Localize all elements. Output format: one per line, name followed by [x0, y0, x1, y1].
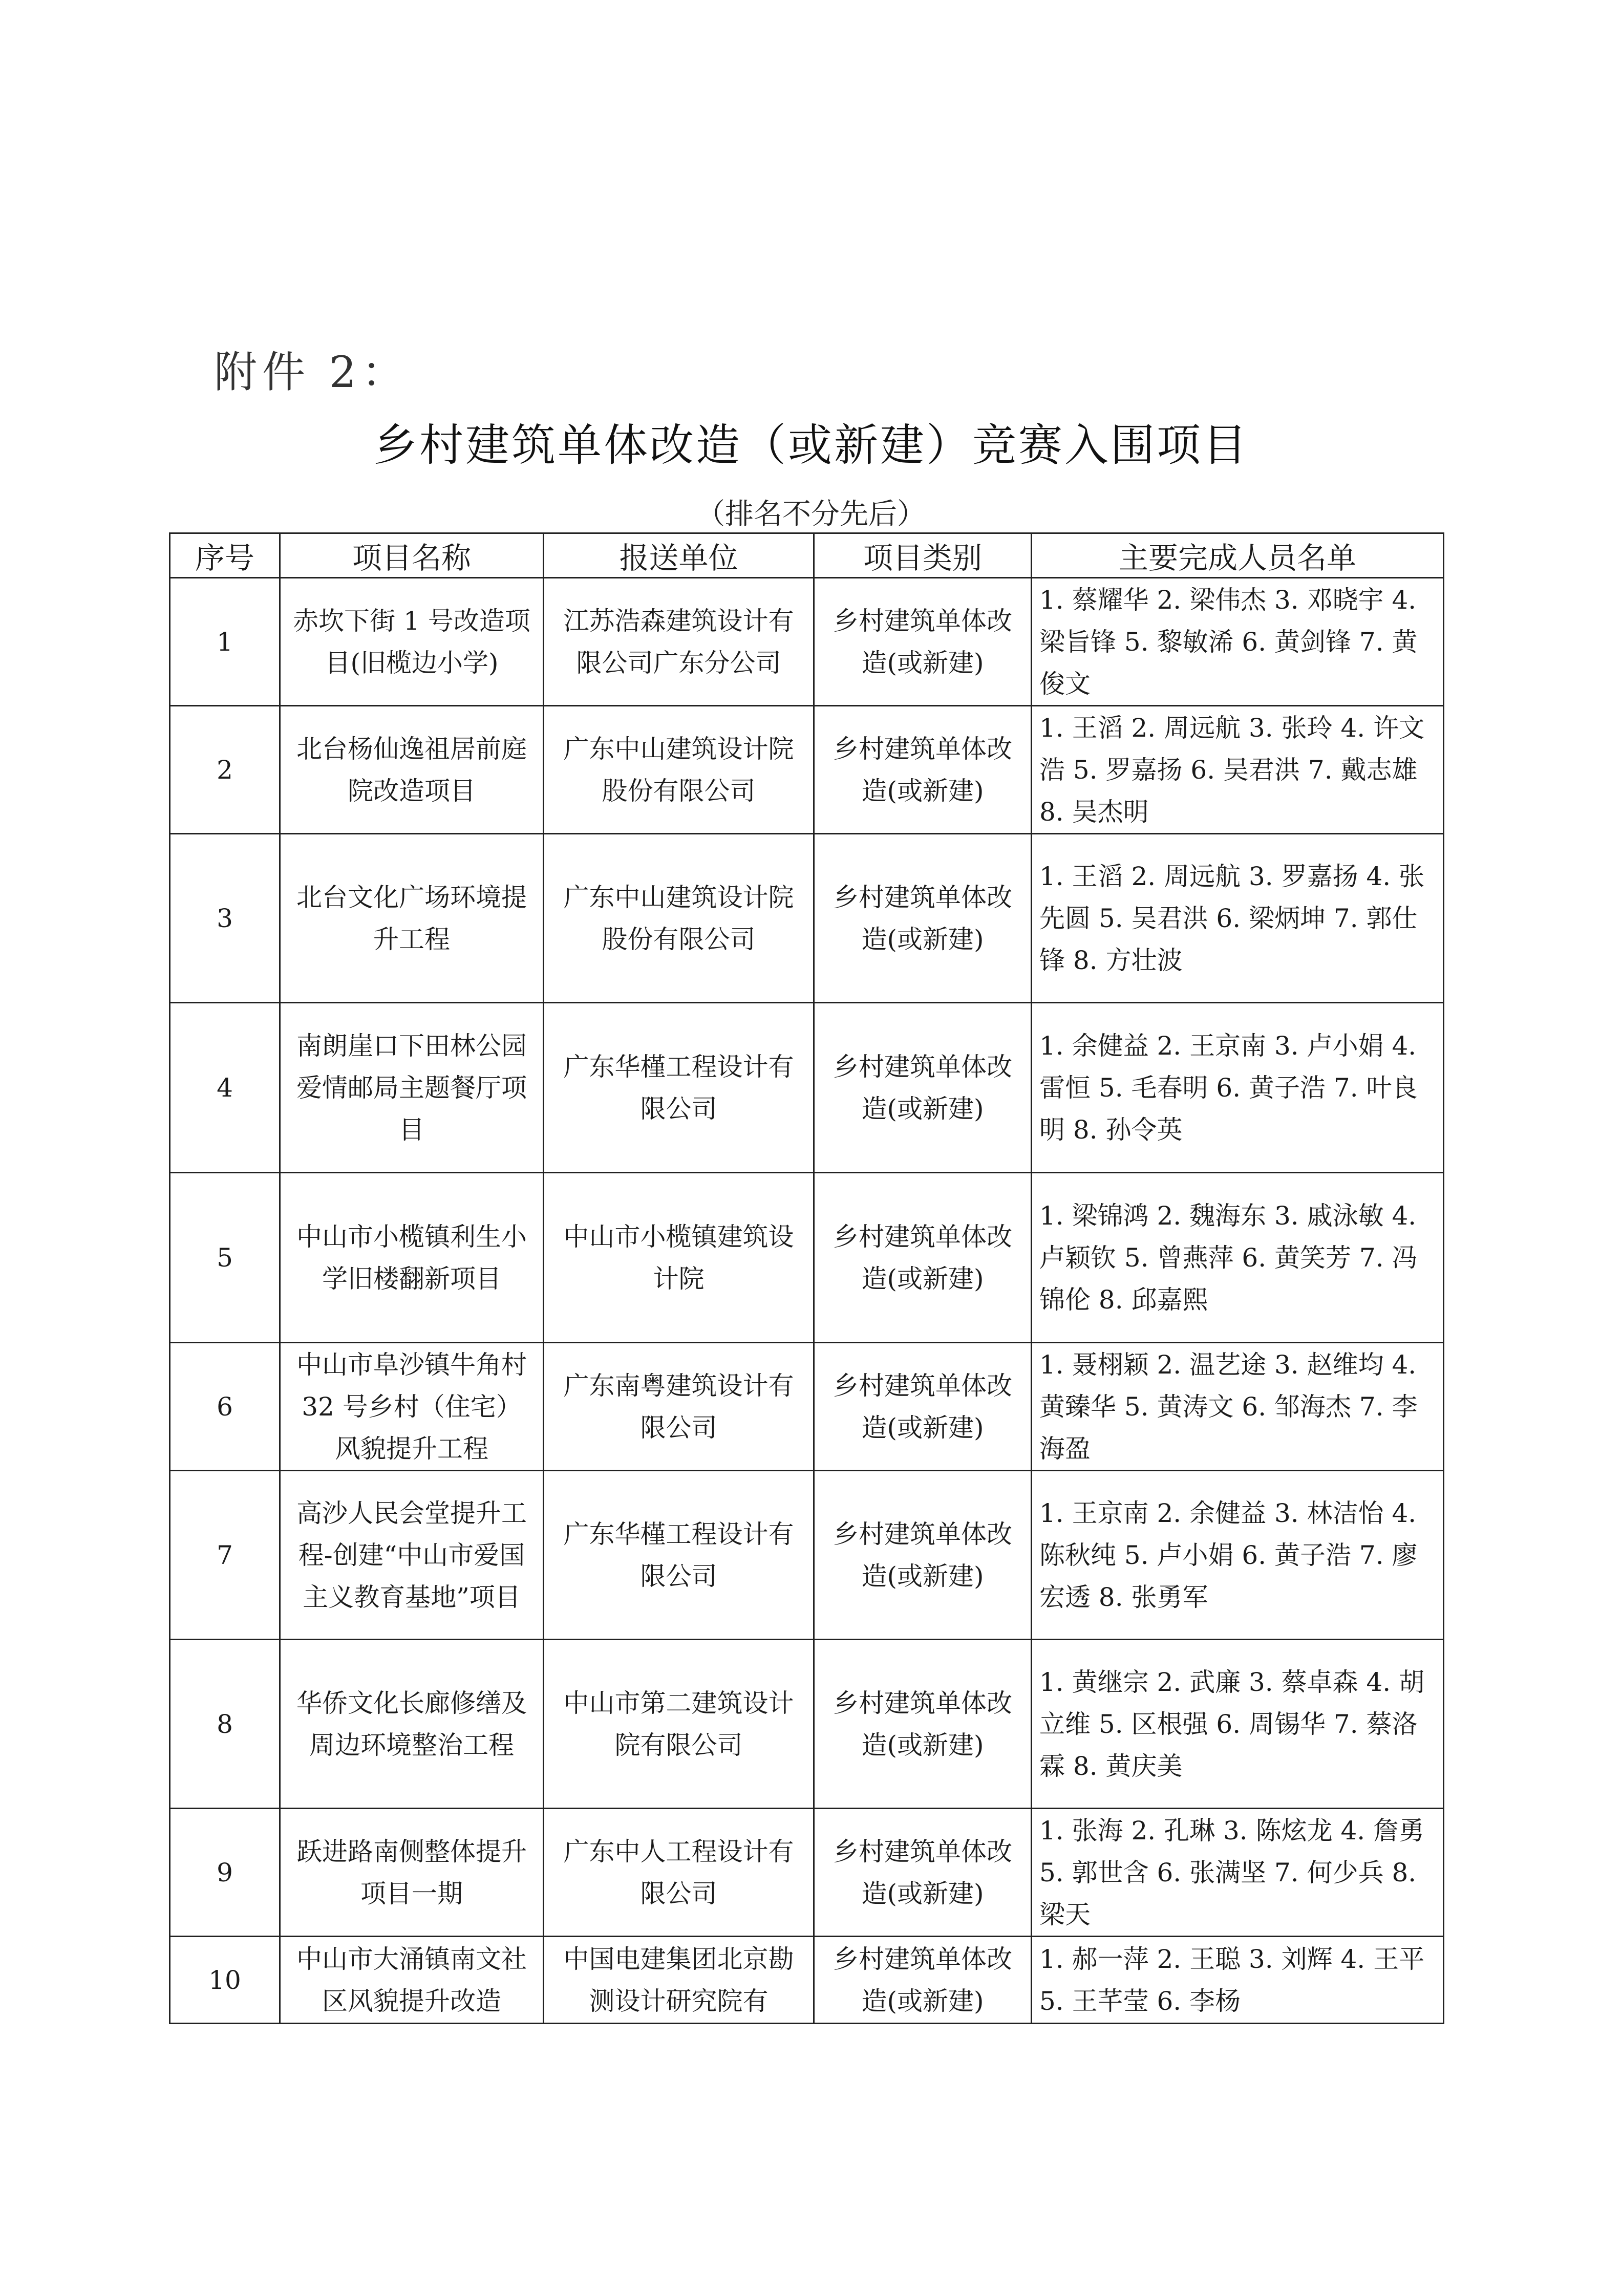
- cell-seq: 9: [170, 1809, 280, 1937]
- cell-persons: 1. 王滔 2. 周远航 3. 张玲 4. 许文浩 5. 罗嘉扬 6. 吴君洪 7. 戴志雄 8. 吴杰明: [1032, 706, 1444, 834]
- cell-project-name: 跃进路南侧整体提升项目一期: [280, 1809, 544, 1937]
- table-row: [170, 1937, 1444, 2024]
- cell-persons: 1. 张海 2. 孔琳 3. 陈炫龙 4. 詹勇 5. 郭世含 6. 张满坚 7. 何少兵 8. 梁天: [1032, 1809, 1444, 1937]
- cell-seq: 4: [170, 1003, 280, 1173]
- cell-unit: 江苏浩森建筑设计有限公司广东分公司: [544, 578, 814, 706]
- cell-seq: 8: [170, 1640, 280, 1809]
- cell-unit: 中国电建集团北京勘测设计研究院有: [544, 1937, 814, 2024]
- cell-category: 乡村建筑单体改造(或新建): [814, 1003, 1032, 1173]
- header-project-name: 项目名称: [280, 533, 544, 578]
- cell-seq: 2: [170, 706, 280, 834]
- cell-category: 乡村建筑单体改造(或新建): [814, 578, 1032, 706]
- cell-project-name: 高沙人民会堂提升工程-创建“中山市爱国主义教育基地”项目: [280, 1471, 544, 1640]
- cell-persons: 1. 余健益 2. 王京南 3. 卢小娟 4. 雷恒 5. 毛春明 6. 黄子浩 7. 叶良明 8. 孙令英: [1032, 1003, 1444, 1173]
- cell-unit: 广东中山建筑设计院股份有限公司: [544, 706, 814, 834]
- cell-persons: 1. 聂栩颖 2. 温艺途 3. 赵维均 4. 黄臻华 5. 黄涛文 6. 邹海杰 7. 李海盈: [1032, 1343, 1444, 1471]
- attachment-label: 附件 2：: [214, 347, 410, 397]
- cell-unit: 中山市第二建筑设计院有限公司: [544, 1640, 814, 1809]
- cell-unit: 广东华槿工程设计有限公司: [544, 1471, 814, 1640]
- cell-unit: 中山市小榄镇建筑设计院: [544, 1173, 814, 1343]
- cell-category: 乡村建筑单体改造(或新建): [814, 1640, 1032, 1809]
- cell-category: 乡村建筑单体改造(或新建): [814, 1937, 1032, 2024]
- cell-seq: 5: [170, 1173, 280, 1343]
- page-subtitle: （排名不分先后）: [696, 498, 926, 531]
- cell-project-name: 华侨文化长廊修缮及周边环境整治工程: [280, 1640, 544, 1809]
- page-title: 乡村建筑单体改造（或新建）竞赛入围项目: [373, 420, 1249, 471]
- cell-unit: 广东华槿工程设计有限公司: [544, 1003, 814, 1173]
- header-seq: 序号: [170, 533, 280, 578]
- header-submitting-unit: 报送单位: [544, 533, 814, 578]
- table-row: [170, 1343, 1444, 1471]
- cell-category: 乡村建筑单体改造(或新建): [814, 1173, 1032, 1343]
- cell-seq: 3: [170, 834, 280, 1003]
- cell-seq: 1: [170, 578, 280, 706]
- table-row: [170, 578, 1444, 706]
- cell-seq: 7: [170, 1471, 280, 1640]
- cell-persons: 1. 黄继宗 2. 武廉 3. 蔡卓森 4. 胡立维 5. 区根强 6. 周锡华 7. 蔡洛霖 8. 黄庆美: [1032, 1640, 1444, 1809]
- header-category: 项目类别: [814, 533, 1032, 578]
- table-row: [170, 1003, 1444, 1173]
- table-row: [170, 1809, 1444, 1937]
- cell-project-name: 中山市小榄镇利生小学旧楼翻新项目: [280, 1173, 544, 1343]
- cell-seq: 10: [170, 1937, 280, 2024]
- cell-project-name: 中山市阜沙镇牛角村 32 号乡村（住宅）风貌提升工程: [280, 1343, 544, 1471]
- cell-persons: 1. 蔡耀华 2. 梁伟杰 3. 邓晓宇 4. 梁旨锋 5. 黎敏浠 6. 黄剑锋 7. 黄俊文: [1032, 578, 1444, 706]
- header-persons: 主要完成人员名单: [1032, 533, 1444, 578]
- cell-project-name: 中山市大涌镇南文社区风貌提升改造: [280, 1937, 544, 2024]
- cell-unit: 广东南粤建筑设计有限公司: [544, 1343, 814, 1471]
- table-row: [170, 1173, 1444, 1343]
- cell-category: 乡村建筑单体改造(或新建): [814, 834, 1032, 1003]
- cell-category: 乡村建筑单体改造(或新建): [814, 1809, 1032, 1937]
- table-row: [170, 1640, 1444, 1809]
- cell-unit: 广东中山建筑设计院股份有限公司: [544, 834, 814, 1003]
- table-row: [170, 834, 1444, 1003]
- cell-persons: 1. 王京南 2. 余健益 3. 林洁怡 4. 陈秋纯 5. 卢小娟 6. 黄子浩 7. 廖宏透 8. 张勇军: [1032, 1471, 1444, 1640]
- cell-seq: 6: [170, 1343, 280, 1471]
- cell-persons: 1. 郝一萍 2. 王聪 3. 刘辉 4. 王平 5. 王芊莹 6. 李杨: [1032, 1937, 1444, 2024]
- cell-project-name: 赤坎下街 1 号改造项目(旧榄边小学): [280, 578, 544, 706]
- cell-category: 乡村建筑单体改造(或新建): [814, 706, 1032, 834]
- cell-project-name: 南朗崖口下田林公园爱情邮局主题餐厅项目: [280, 1003, 544, 1173]
- cell-category: 乡村建筑单体改造(或新建): [814, 1343, 1032, 1471]
- cell-project-name: 北台文化广场环境提升工程: [280, 834, 544, 1003]
- cell-project-name: 北台杨仙逸祖居前庭院改造项目: [280, 706, 544, 834]
- cell-category: 乡村建筑单体改造(或新建): [814, 1471, 1032, 1640]
- cell-persons: 1. 王滔 2. 周远航 3. 罗嘉扬 4. 张先圆 5. 吴君洪 6. 梁炳坤 7. 郭仕锋 8. 方壮波: [1032, 834, 1444, 1003]
- table-row: [170, 1471, 1444, 1640]
- table-row: [170, 706, 1444, 834]
- cell-persons: 1. 梁锦鸿 2. 魏海东 3. 戚泳敏 4. 卢颖钦 5. 曾燕萍 6. 黄笑芳 7. 冯锦伦 8. 邱嘉熙: [1032, 1173, 1444, 1343]
- table-header-row: [170, 533, 1444, 578]
- finalist-table: [169, 532, 1444, 2024]
- cell-unit: 广东中人工程设计有限公司: [544, 1809, 814, 1937]
